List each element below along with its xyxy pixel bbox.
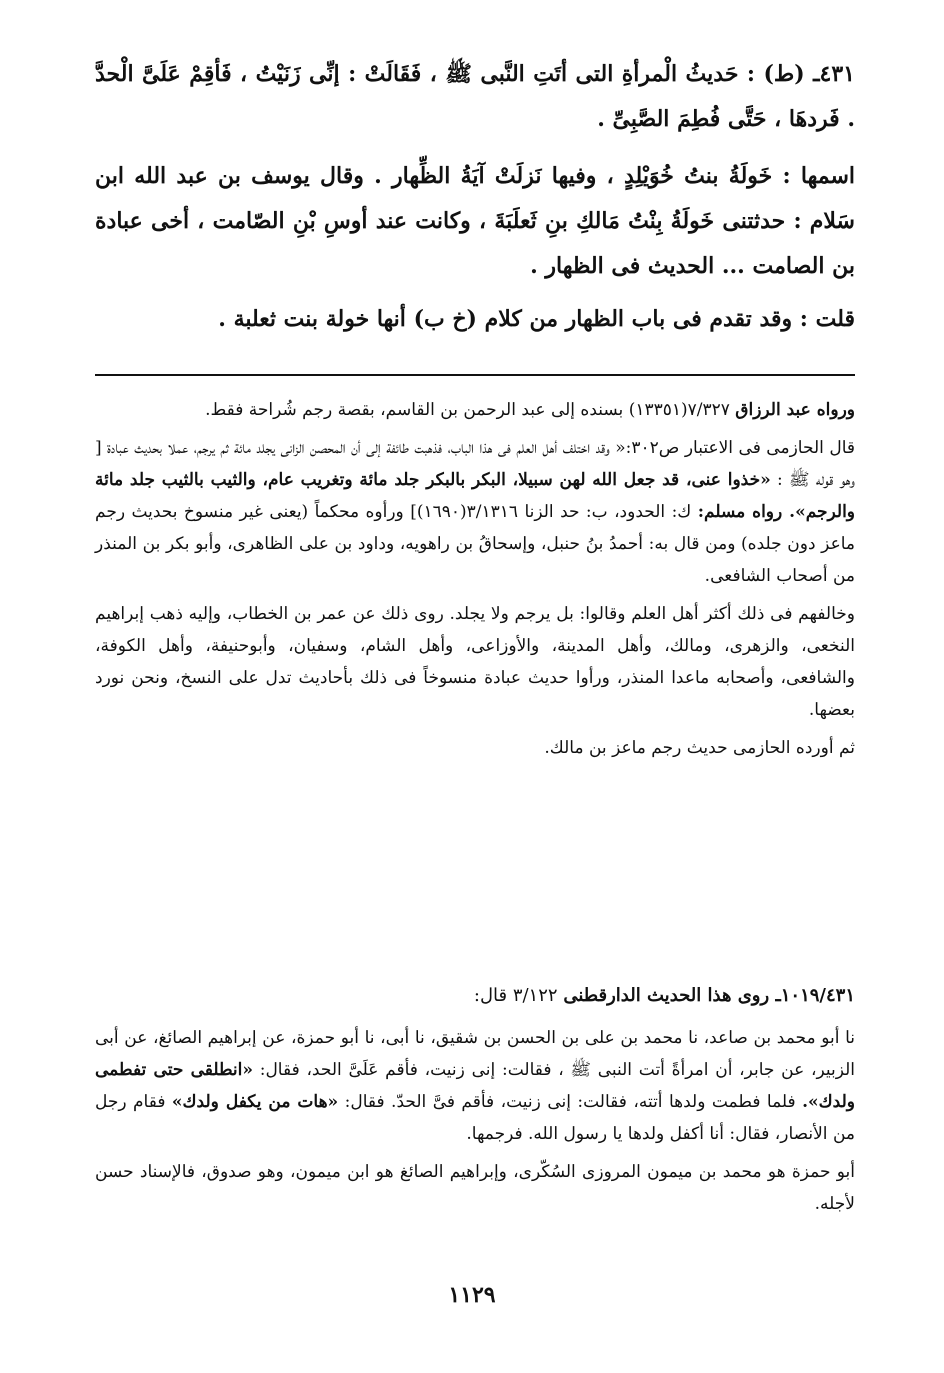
tahqiq-heading-ref: ٣/١٢٢ قال: (473, 985, 564, 1006)
footnote-text: ك: الحدود، ب: حد الزنا ٣/١٣١٦(١٦٩٠)] ورأوه محكماً (يعنى غير منسوخ بحديث رجم ماعز دون جلده) ومن قال به: أحمدُ بنُ حنبل، وإسحاقُ بن راهويه، وداود بن على الظاهرى، وأبو بكر بن المنذر من أصحاب الشافعى. (95, 502, 855, 586)
tahqiq-text: فلما فطمت ولدها أتته، فقالت: إنى زنيت، فأقم فىَّ الحدّ. فقال: (338, 1092, 803, 1112)
page-number: ١١٢٩ (448, 1282, 496, 1308)
footnote-paragraph-4: ثم أورده الحازمى حديث رجم ماعز بن مالك. (544, 738, 855, 758)
tahqiq-text: نا أبو محمد بن صاعد، نا محمد بن على بن الحسن بن شقيق، نا أبى، نا أبو حمزة، عن إبراهيم الصائغ، عن أبى الزبير، عن جابر، أن امرأةً أتت النبى ﷺ ، فقالت: إنى زنيت، فأقم عَلَىَّ الحد، فقال: (95, 1028, 855, 1080)
tahqiq-heading (95, 980, 855, 1012)
comment-paragraph: قلت : وقد تقدم فى باب الظهار من كلام (خ ب) أنها خولة بنت ثعلبة . (218, 306, 855, 332)
footnote-source: ورواه عبد الرزاق (735, 400, 855, 420)
footnotes-block (95, 394, 855, 770)
main-hadith-block (95, 52, 855, 342)
hadith-quote: «انطلقى حتى تفطمى ولدك». (95, 1060, 855, 1112)
footnote-paragraph-3: وخالفهم فى ذلك أكثر أهل العلم وقالوا: بل يرجم ولا يجلد. روى ذلك عن عمر بن الخطاب، وإليه ذهب إبراهيم النخعى، والزهرى، ومالك، وأهل المدينة، والأوزاعى، وأهل الشام، وسفيان، وأبوحنيفة، وأهل الكوفة، والشافعى، وأصحابه ماعدا المنذر، ورأوا حديث عبادة منسوخاً فى ذلك بأحاديث تدل على النسخ، ونحن نورد بعضها. (95, 604, 855, 720)
name-paragraph: اسمها : خَولَةُ بنتُ خُوَيْلِدٍ ، وفيها نَزلَتْ آيَةُ الظِّهار . وقال يوسف بن عبد الله ابن سَلام : حدثتنى خَولَةُ بِنْتُ مَالكِ بنِ ثَعلَبَةَ ، وكانت عند أوسِ بْنِ الصّامت ، أخى عبادة بن الصامت ... الحديث فى الظهار . (95, 163, 855, 279)
tahqiq-paragraph-2: أبو حمزة هو محمد بن ميمون المروزى السُكّرى، وإبراهيم الصائغ هو ابن ميمون، وهو صدوق، فالإسناد حسن لأجله. (95, 1162, 855, 1214)
hadith-text: (ط) : حَديثُ الْمرأةِ التى أتَتِ النَّبى ﷺ ، فَقَالَتْ : إنِّى زَنَيْتُ ، فَأقِمْ عَلَىَّ الْحدَّ . فَردهَا ، حَتَّى فُطِمَ الصَّبِىِّ . (95, 61, 855, 132)
footnote-text: قال الحازمى فى الاعتبار ص٣٠٢:« وقد اختلف أهل العلم فى هذا الباب، فذهبت طائفة إلى أن المحصن الزانى يجلد مائة ثم يرجم، عملا بحديث عبادة [ وهو قوله ﷺ : (95, 438, 855, 490)
tahqiq-paragraph-1 (95, 1022, 855, 1150)
hadith-number: ٤٣١ـ (813, 61, 855, 87)
tahqiq-text: فقام رجل من الأنصار، فقال: أنا أكفل ولدها يا رسول الله. فرجمها. (95, 1092, 855, 1144)
hadith-paragraph (95, 52, 855, 142)
footnote-text: ٧/٣٢٧(١٣٣٥١) بسنده إلى عبد الرحمن بن القاسم، بقصة رجم شُراحة فقط. (205, 400, 736, 420)
tahqiq-heading-label: ١٠١٩/٤٣١ـ روى هذا الحديث الدارقطنى (563, 985, 855, 1006)
footnote-paragraph-1 (95, 394, 855, 426)
footnote-paragraph-2 (95, 432, 855, 592)
hadith-quote: «خذوا عنى، قد جعل الله لهن سبيلا، البكر بالبكر جلد مائة وتغريب عام، والثيب بالثيب جلد مائة والرجم». رواه مسلم: (95, 470, 856, 522)
footnote-divider (95, 374, 855, 376)
tahqiq-block (95, 980, 855, 1226)
hadith-quote: «هات من يكفل ولدك» (171, 1092, 339, 1112)
